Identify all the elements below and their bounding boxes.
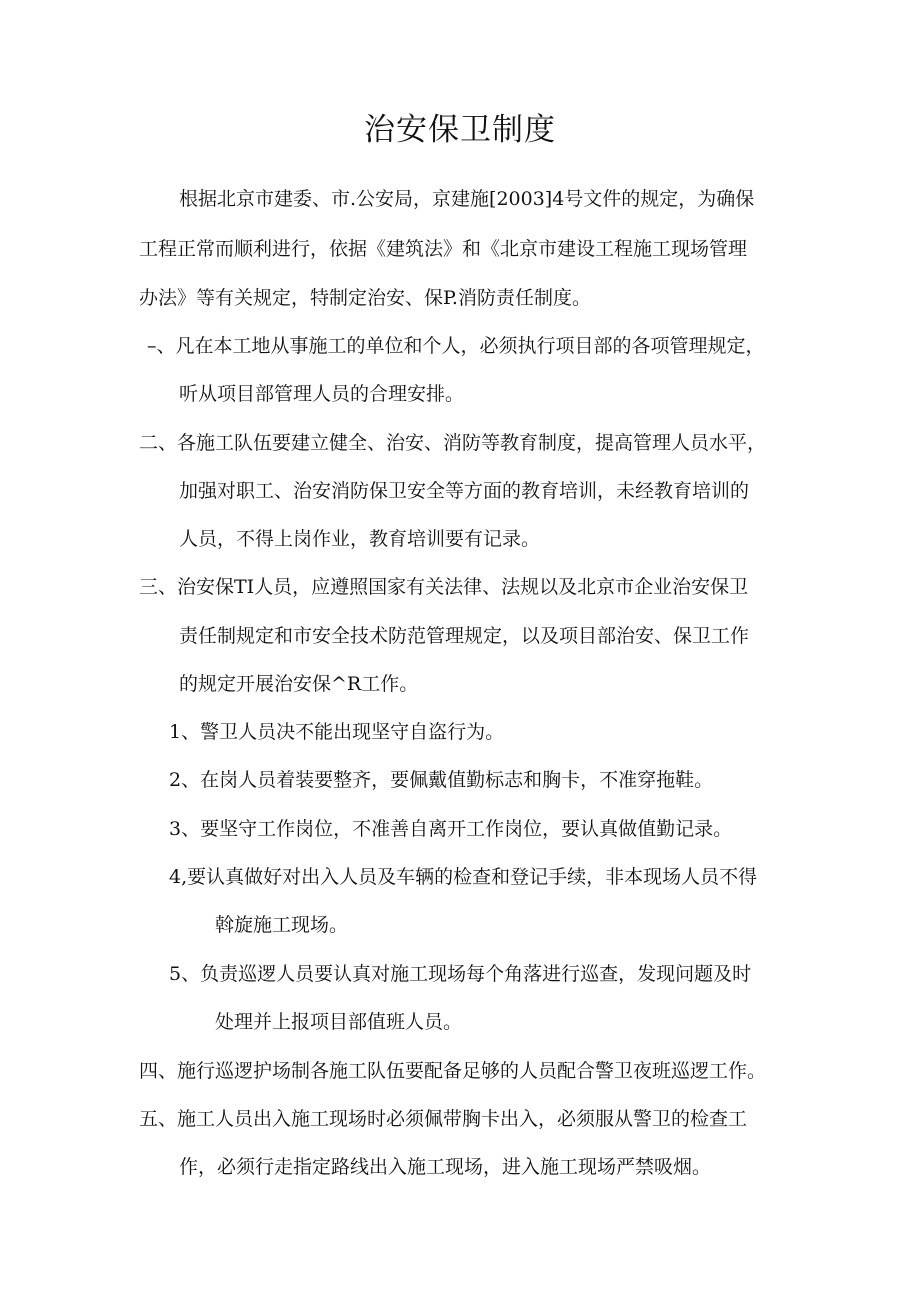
section-2-line-2: 加强对职工、治安消防保卫安全等方面的教育培训，未经教育培训的 xyxy=(179,480,750,502)
item-1: 1、警卫人员决不能出现坚守自盗行为。 xyxy=(169,721,505,743)
intro-line-3: 办法》等有关规定，特制定治安、保P.消防责任制度。 xyxy=(139,287,591,309)
item-5-line-1: 5、负责巡逻人员要认真对施工现场每个角落进行巡查，发现问题及时 xyxy=(169,963,752,985)
item-3: 3、要坚守工作岗位，不准善自离开工作岗位，要认真做值勤记录。 xyxy=(169,818,733,840)
section-3-line-3: 的规定开展治安保^R工作。 xyxy=(179,673,419,695)
section-5-line-1: 五、施工人员出入施工现场时必须佩带胸卡出入，必须服从警卫的检查工 xyxy=(139,1108,748,1130)
section-3-line-1: 三、治安保TI人员，应遵照国家有关法律、法规以及北京市企业治安保卫 xyxy=(139,576,749,598)
item-4-line-2: 斡旋施工现场。 xyxy=(215,914,349,936)
item-2: 2、在岗人员着装要整齐，要佩戴值勤标志和胸卡，不准穿拖鞋。 xyxy=(169,769,714,791)
section-3-line-2: 责任制规定和市安全技术防范管理规定，以及项目部治安、保卫工作 xyxy=(179,625,750,647)
page-title: 治安保卫制度 xyxy=(364,112,556,148)
item-4-line-1: 4,要认真做好对出入人员及车辆的检查和登记手续，非本现场人员不得 xyxy=(169,866,758,888)
section-2-line-3: 人员，不得上岗作业，教育培训要有记录。 xyxy=(179,528,541,550)
section-1-line-2: 听从项目部管理人员的合理安排。 xyxy=(179,383,465,405)
section-4-line-1: 四、施行巡逻护场制各施工队伍要配备足够的人员配合警卫夜班巡逻工作。 xyxy=(139,1060,767,1082)
intro-line-2: 工程正常而顺利进行，依据《建筑法》和《北京市建设工程施工现场管理 xyxy=(139,238,748,260)
intro-line-1: 根据北京市建委、市.公安局，京建施[2003]4号文件的规定，为确保 xyxy=(179,188,755,210)
item-5-line-2: 处理并上报项目部值班人员。 xyxy=(215,1011,463,1033)
section-5-line-2: 作，必须行走指定路线出入施工现场，进入施工现场严禁吸烟。 xyxy=(179,1156,712,1178)
section-1-line-1: –、凡在本工地从事施工的单位和个人，必须执行项目部的各项管理规定， xyxy=(147,335,765,357)
section-2-line-1: 二、各施工队伍要建立健全、治安、消防等教育制度，提高管理人员水平， xyxy=(139,432,767,454)
